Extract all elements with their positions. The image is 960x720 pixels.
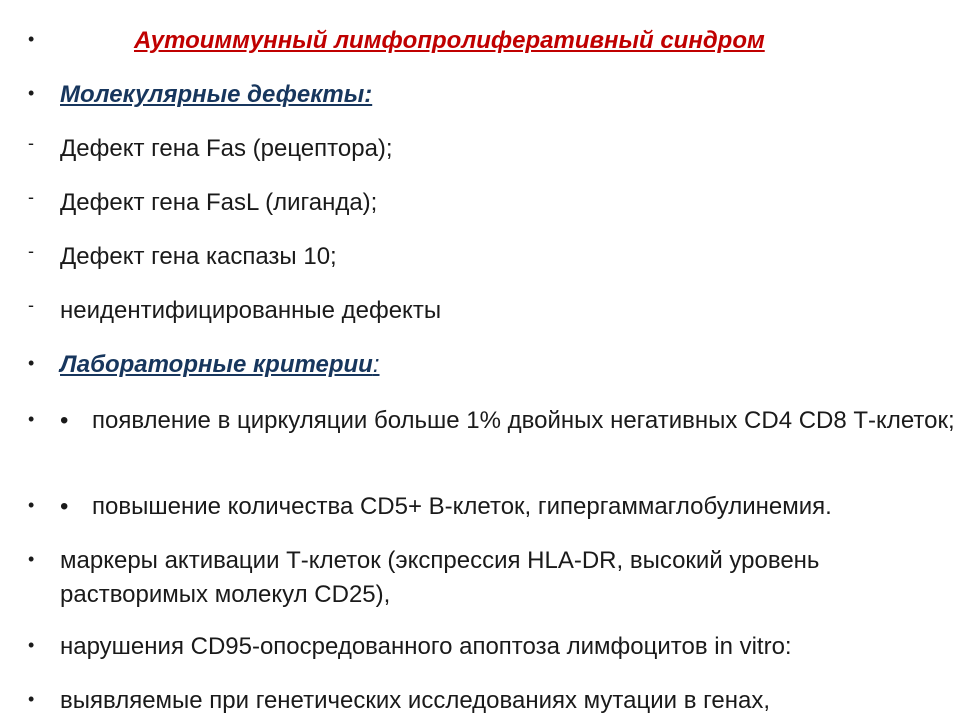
dash-marker: - — [28, 241, 34, 261]
bullet-marker: • — [28, 409, 35, 429]
lab-item-text: появление в циркуляции больше 1% двойных негативных CD4 CD8 Т-клеток; — [92, 407, 955, 434]
inner-bullet-marker: • — [60, 493, 69, 520]
lab-item-text: повышение количества CD5+ В-клеток, гипергаммаглобулинемия. — [92, 493, 832, 520]
lab-item — [60, 490, 960, 524]
lab-item — [60, 404, 960, 438]
bullet-marker: • — [28, 29, 35, 49]
other-item-text: маркеры активации Т-клеток (экспрессия HLA-DR, высокий уровень растворимых молекул CD25), — [60, 547, 820, 608]
bullet-marker: • — [28, 495, 35, 515]
molecular-item-text: Дефект гена FasL (лиганда); — [60, 189, 378, 216]
other-item-text: нарушения CD95-опосредованного апоптоза лимфоцитов in vitro: — [60, 633, 792, 660]
molecular-item-text: неидентифицированные дефекты — [60, 297, 442, 324]
dash-marker: - — [28, 187, 34, 207]
molecular-defects-heading: Молекулярные дефекты: — [60, 81, 373, 108]
other-item-text: выявляемые при генетических исследованиях мутации в генах, — [60, 687, 770, 714]
bullet-marker: • — [28, 83, 35, 103]
molecular-item-text: Дефект гена каспазы 10; — [60, 243, 337, 270]
bullet-marker: • — [28, 689, 35, 709]
slide-title: Аутоиммунный лимфопролиферативный синдром — [134, 27, 765, 54]
bullet-marker: • — [28, 353, 35, 373]
lab-criteria-heading — [60, 348, 960, 382]
molecular-item-text: Дефект гена Fas (рецептора); — [60, 135, 393, 162]
dash-marker: - — [28, 295, 34, 315]
dash-marker: - — [28, 133, 34, 153]
bullet-marker: • — [28, 635, 35, 655]
bullet-marker: • — [28, 549, 35, 569]
inner-bullet-marker: • — [60, 407, 69, 434]
lab-criteria-heading-tail: : — [372, 351, 380, 378]
lab-criteria-heading-main: Лабораторные критерии — [60, 351, 373, 378]
